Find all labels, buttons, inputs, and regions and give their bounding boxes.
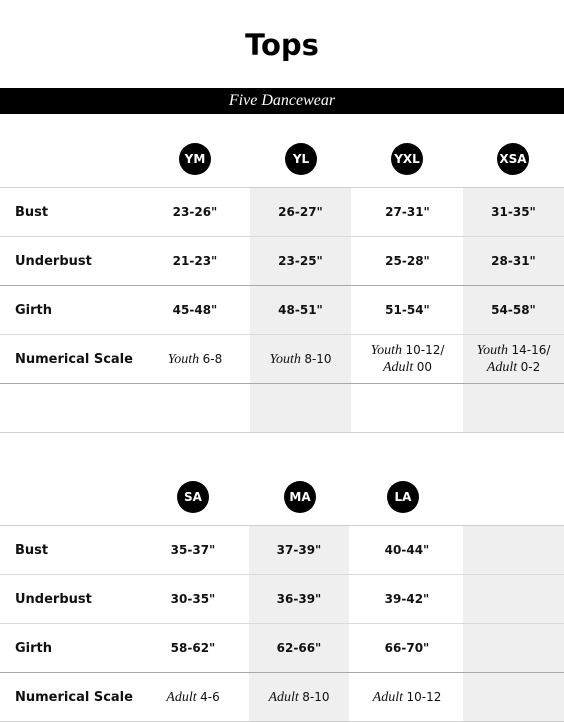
table-cell: 54-58": [491, 303, 536, 317]
table-row-numerical-scale: [0, 672, 564, 722]
table-cell: Adult 4-6: [166, 689, 220, 705]
table-row-empty: [0, 383, 564, 433]
table-cell: 62-66": [276, 641, 322, 655]
table-cell: 31-35": [491, 205, 536, 219]
table-cell: 26-27": [278, 205, 323, 219]
table-row-girth: [0, 285, 564, 334]
table-cell: 28-31": [491, 254, 536, 268]
size-header-row: [0, 470, 564, 525]
table-cell: 45-48": [172, 303, 218, 317]
row-label: Bust: [15, 204, 49, 220]
table-cell: 51-54": [385, 303, 430, 317]
table-cell: 58-62": [170, 641, 216, 655]
table-cell: Youth 10-12/ Adult 00: [370, 343, 445, 375]
page-title: Tops: [245, 28, 319, 62]
size-badge-yxl: YXL: [391, 143, 423, 175]
row-label: Bust: [15, 542, 49, 558]
size-badge-yl: YL: [285, 143, 317, 175]
table-cell: 21-23": [172, 254, 218, 268]
table-cell: 25-28": [385, 254, 430, 268]
table-cell: 30-35": [170, 592, 216, 606]
table-cell: 48-51": [278, 303, 323, 317]
table-cell: Adult 10-12: [372, 689, 442, 705]
table-row-bust: [0, 525, 564, 574]
table-cell: 36-39": [276, 592, 322, 606]
table-cell: 23-26": [172, 205, 218, 219]
table-row-underbust: [0, 236, 564, 285]
table-row-numerical-scale: [0, 334, 564, 383]
table-cell: Youth 6-8: [167, 351, 223, 367]
row-label: Girth: [15, 640, 53, 656]
table-cell: 35-37": [170, 543, 216, 557]
table-row-girth: [0, 623, 564, 672]
size-badge-la: LA: [387, 481, 419, 513]
size-badge-xsa: XSA: [497, 143, 529, 175]
size-badge-sa: SA: [177, 481, 209, 513]
table-cell: Youth 14-16/ Adult 0-2: [476, 343, 551, 375]
size-header-row: [0, 132, 564, 187]
size-table-adult: [0, 470, 564, 722]
brand-banner: Five Dancewear: [0, 88, 564, 114]
table-cell: 40-44": [384, 543, 430, 557]
row-label: Girth: [15, 302, 53, 318]
table-cell: Adult 8-10: [268, 689, 330, 705]
size-badge-ym: YM: [179, 143, 211, 175]
table-cell: 37-39": [276, 543, 322, 557]
row-label: Underbust: [15, 253, 92, 269]
row-label: Numerical Scale: [15, 689, 133, 705]
row-label: Underbust: [15, 591, 92, 607]
size-table-youth: [0, 132, 564, 433]
table-cell: 39-42": [384, 592, 430, 606]
table-cell: Youth 8-10: [269, 351, 332, 367]
table-cell: 66-70": [384, 641, 430, 655]
table-row-underbust: [0, 574, 564, 623]
table-cell: 27-31": [385, 205, 430, 219]
row-label: Numerical Scale: [15, 351, 133, 367]
size-badge-ma: MA: [284, 481, 316, 513]
table-row-bust: [0, 187, 564, 236]
table-cell: 23-25": [278, 254, 323, 268]
